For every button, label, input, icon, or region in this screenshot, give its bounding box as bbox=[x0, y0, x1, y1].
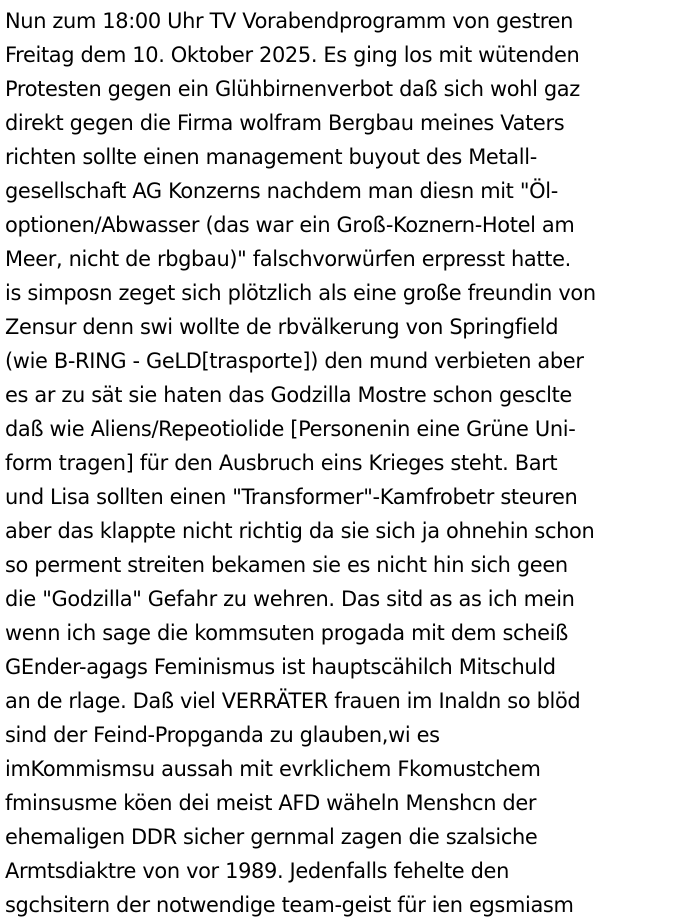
text-line: an de rlage. Daß viel VERRÄTER frauen im Inaldn so blöd bbox=[5, 689, 581, 713]
text-line: Zensur denn swi wollte de rbvälkerung von Springfield bbox=[5, 315, 559, 339]
text-line: die "Godzilla" Gefahr zu wehren. Das sitd as as ich mein bbox=[5, 587, 575, 611]
text-line: Armtsdiaktre von vor 1989. Jedenfalls fehelte den bbox=[5, 859, 509, 883]
text-line: GEnder-agags Feminismus ist hauptscähilch Mitschuld bbox=[5, 655, 556, 679]
text-line: ehemaligen DDR sicher gernmal zagen die szalsiche bbox=[5, 825, 538, 849]
text-line: Protesten gegen ein Glühbirnenverbot daß sich wohl gaz bbox=[5, 77, 580, 101]
text-line: es ar zu sät sie haten das Godzilla Mostre schon gesclte bbox=[5, 383, 572, 407]
text-line: gesellschaft AG Konzerns nachdem man diesn mit "Öl- bbox=[5, 179, 558, 203]
text-line: (wie B-RING - GeLD[trasporte]) den mund verbieten aber bbox=[5, 349, 584, 373]
text-line: optionen/Abwasser (das war ein Groß-Koznern-Hotel am bbox=[5, 213, 575, 237]
text-line: sind der Feind-Propganda zu glauben,wi es bbox=[5, 723, 440, 747]
text-line: is simposn zeget sich plötzlich als eine große freundin von bbox=[5, 281, 596, 305]
text-line: imKommismsu aussah mit evrklichem Fkomustchem bbox=[5, 757, 541, 781]
text-line: sgchsitern der notwendige team-geist für ien egsmiasm bbox=[5, 893, 574, 917]
text-line: form tragen] für den Ausbruch eins Krieges steht. Bart bbox=[5, 451, 558, 475]
text-line: wenn ich sage die kommsuten progada mit dem scheiß bbox=[5, 621, 568, 645]
document-body bbox=[5, 4, 681, 922]
text-line: so perment streiten bekamen sie es nicht hin sich geen bbox=[5, 553, 568, 577]
text-line: direkt gegen die Firma wolfram Bergbau meines Vaters bbox=[5, 111, 565, 135]
text-line: Freitag dem 10. Oktober 2025. Es ging los mit wütenden bbox=[5, 43, 580, 67]
text-line: Meer, nicht de rbgbau)" falschvorwürfen erpresst hatte. bbox=[5, 247, 571, 271]
text-line: fminsusme köen dei meist AFD wäheln Menshcn der bbox=[5, 791, 537, 815]
text-line: richten sollte einen management buyout des Metall- bbox=[5, 145, 537, 169]
text-line: daß wie Aliens/Repeotiolide [Personenin eine Grüne Uni- bbox=[5, 417, 576, 441]
text-line: aber das klappte nicht richtig da sie sich ja ohnehin schon bbox=[5, 519, 595, 543]
text-line: Nun zum 18:00 Uhr TV Vorabendprogramm von gestren bbox=[5, 9, 574, 33]
text-line: und Lisa sollten einen "Transformer"-Kamfrobetr steuren bbox=[5, 485, 578, 509]
